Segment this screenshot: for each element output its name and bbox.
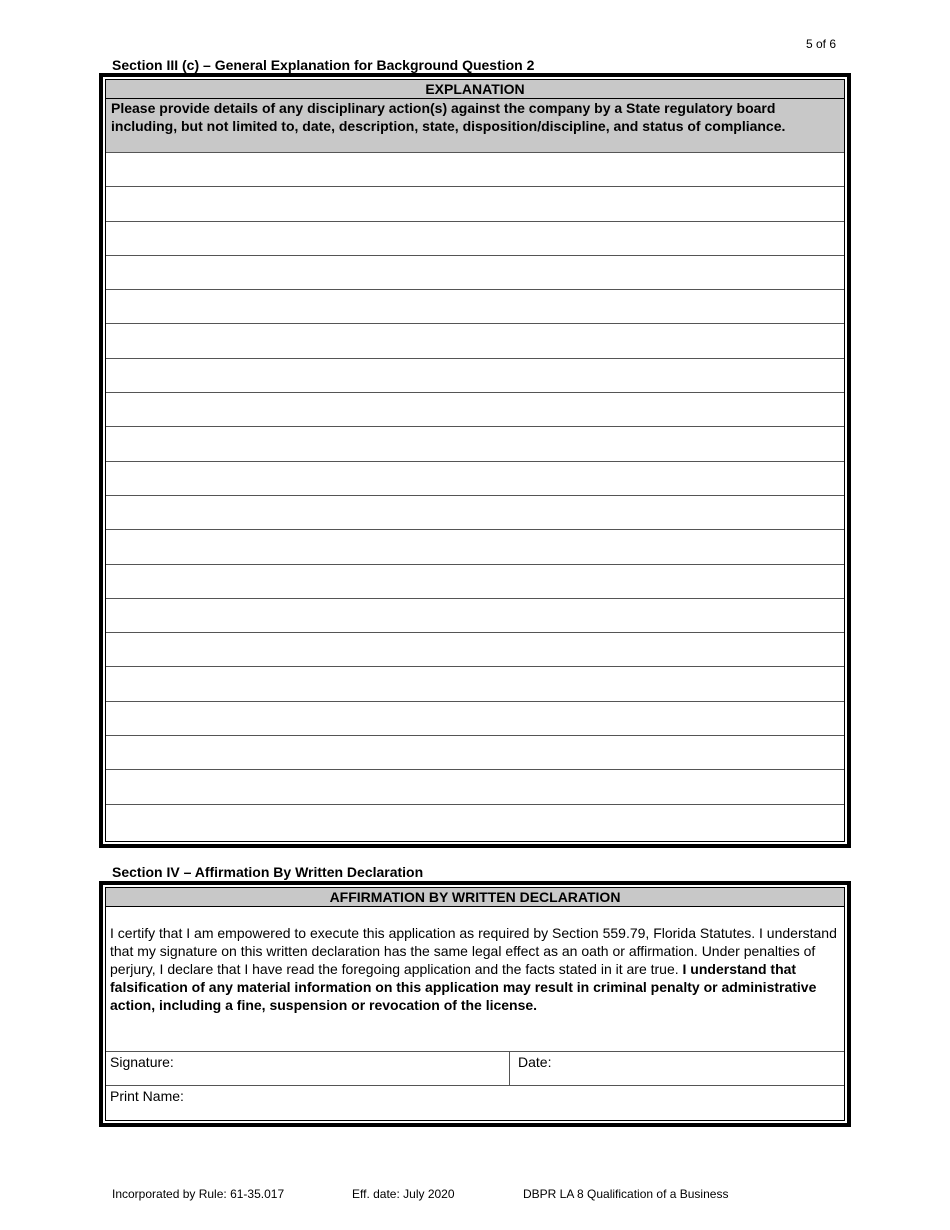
footer-effective-date: Eff. date: July 2020 [352,1187,455,1201]
explanation-line[interactable] [106,153,844,187]
signature-row [106,1052,844,1086]
explanation-line[interactable] [106,633,844,667]
explanation-line[interactable] [106,324,844,358]
print-name-field[interactable] [106,1086,844,1120]
footer-rule: Incorporated by Rule: 61-35.017 [112,1187,285,1201]
explanation-line[interactable] [106,599,844,633]
affirmation-title: AFFIRMATION BY WRITTEN DECLARATION [106,888,844,907]
explanation-line[interactable] [106,530,844,564]
explanation-line[interactable] [106,667,844,701]
affirmation-table [99,881,851,1127]
explanation-line[interactable] [106,222,844,256]
section-4-heading: Section IV – Affirmation By Written Declaration [112,864,424,880]
explanation-line[interactable] [106,256,844,290]
explanation-instructions: Please provide details of any disciplinary action(s) against the company by a State regulatory board including, but not limited to, date, description, state, disposition/discipline, and status of compliance. [106,99,844,153]
explanation-line[interactable] [106,359,844,393]
explanation-line[interactable] [106,702,844,736]
explanation-line[interactable] [106,770,844,804]
explanation-line[interactable] [106,187,844,221]
signature-field[interactable] [106,1052,510,1085]
explanation-line[interactable] [106,427,844,461]
date-label: Date: [518,1054,552,1070]
print-name-label: Print Name: [110,1088,184,1104]
section-3c-heading: Section III (c) – General Explanation for Background Question 2 [112,57,535,73]
explanation-line[interactable] [106,290,844,324]
page-number: 5 of 6 [806,37,837,51]
signature-label: Signature: [110,1054,174,1070]
explanation-table [99,73,851,848]
affirmation-statement-regular: I certify that I am empowered to execute this application as required by Section 559.79, Florida Statutes. I understand that my signature on this written declaration has the same legal effect as an oath or affirmation. Under penalties of perjury, I declare that I have read the foregoing application and the facts stated in it are true. [110,925,837,977]
affirmation-statement-bold: I understand that falsification of any material information on this application may result in criminal penalty or administrative action, including a fine, suspension or revocation of the license. [110,961,817,1013]
explanation-line[interactable] [106,736,844,770]
explanation-line[interactable] [106,805,844,839]
date-field[interactable] [510,1052,844,1085]
explanation-line[interactable] [106,393,844,427]
explanation-line[interactable] [106,462,844,496]
footer-form-name: DBPR LA 8 Qualification of a Business [523,1187,729,1201]
explanation-line[interactable] [106,496,844,530]
explanation-title: EXPLANATION [106,80,844,99]
affirmation-statement [106,907,844,1052]
explanation-lines [106,153,844,839]
explanation-line[interactable] [106,565,844,599]
